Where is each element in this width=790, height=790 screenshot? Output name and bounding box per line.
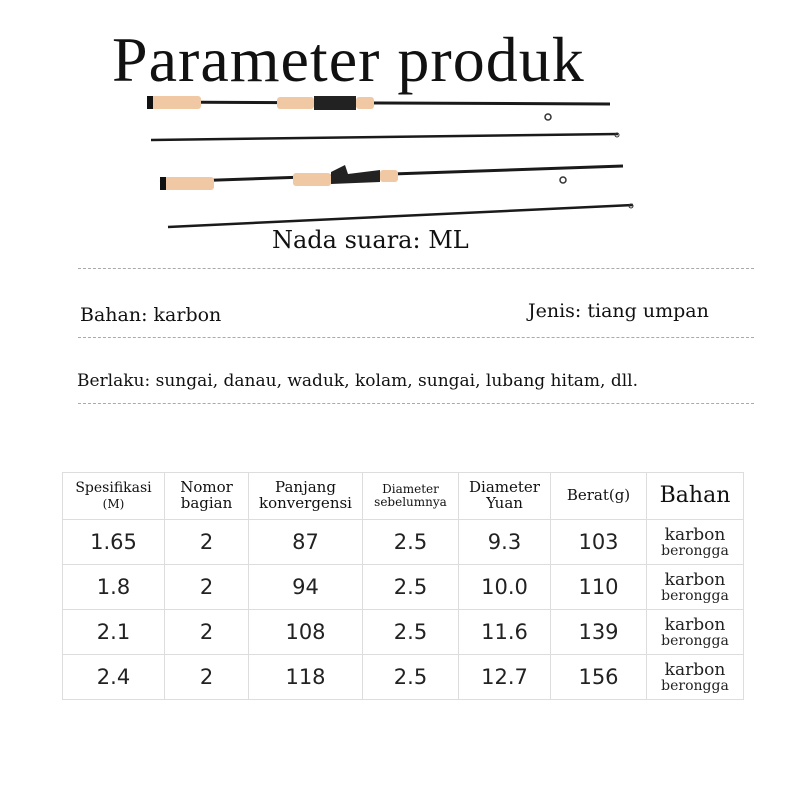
material-line: karbon <box>664 524 726 545</box>
material-cell <box>647 655 744 700</box>
rod-butt-1 <box>147 96 610 120</box>
table-cell: 94 <box>249 565 363 610</box>
table-cell: 2.1 <box>63 610 165 655</box>
table-row <box>63 655 744 700</box>
material-line: berongga <box>661 587 729 604</box>
header-material <box>647 473 744 520</box>
header-prev-diameter <box>363 473 459 520</box>
table-row <box>63 520 744 565</box>
header-length <box>249 473 363 520</box>
table-cell: 1.65 <box>63 520 165 565</box>
divider <box>78 337 754 338</box>
header-line: bagian <box>180 494 233 512</box>
table-cell: 108 <box>249 610 363 655</box>
table-cell: 2 <box>165 655 249 700</box>
table-cell: 2.5 <box>363 520 459 565</box>
header-weight <box>551 473 647 520</box>
header-line: Nomor <box>180 478 233 497</box>
table-cell: 118 <box>249 655 363 700</box>
rod-tip-1 <box>151 133 619 140</box>
material-line: berongga <box>661 677 729 694</box>
table-cell: 11.6 <box>459 610 551 655</box>
material-cell <box>647 610 744 655</box>
divider <box>78 268 754 269</box>
table-cell: 139 <box>551 610 647 655</box>
table-cell: 87 <box>249 520 363 565</box>
header-line: konvergensi <box>259 494 352 512</box>
material-line: berongga <box>661 632 729 649</box>
rod-butt-2 <box>160 165 623 190</box>
material-line: karbon <box>664 569 726 590</box>
table-cell: 110 <box>551 565 647 610</box>
header-sections <box>165 473 249 520</box>
applicable-label: Berlaku: sungai, danau, waduk, kolam, sungai, lubang hitam, dll. <box>77 371 638 391</box>
material-label: Bahan: karbon <box>80 304 222 326</box>
header-yuan-diameter <box>459 473 551 520</box>
table-cell: 10.0 <box>459 565 551 610</box>
header-line: Panjang <box>275 478 336 497</box>
header-line: Diameter <box>382 482 439 497</box>
material-cell <box>647 520 744 565</box>
table-row <box>63 610 744 655</box>
table-cell: 103 <box>551 520 647 565</box>
header-line: Bahan <box>659 483 731 509</box>
table-cell: 2.5 <box>363 655 459 700</box>
header-line: (M) <box>102 497 125 511</box>
table-cell: 2.5 <box>363 565 459 610</box>
table-header-row <box>63 473 744 520</box>
table-row <box>63 565 744 610</box>
header-line: sebelumnya <box>374 495 447 509</box>
type-label: Jenis: tiang umpan <box>528 300 709 322</box>
material-cell <box>647 565 744 610</box>
table-cell: 12.7 <box>459 655 551 700</box>
table-cell: 2.4 <box>63 655 165 700</box>
material-line: berongga <box>661 542 729 559</box>
table-cell: 9.3 <box>459 520 551 565</box>
table-cell: 156 <box>551 655 647 700</box>
material-line: karbon <box>664 659 726 680</box>
rod-tip-2 <box>168 204 633 227</box>
header-spec <box>63 473 165 520</box>
table-cell: 2.5 <box>363 610 459 655</box>
fishing-rods-image <box>0 0 790 240</box>
table-cell: 2 <box>165 520 249 565</box>
header-line: Diameter <box>469 478 540 497</box>
page-title: Parameter produk <box>112 24 585 95</box>
tone-label: Nada suara: ML <box>272 226 469 254</box>
table-cell: 2 <box>165 565 249 610</box>
table-cell: 1.8 <box>63 565 165 610</box>
table-cell: 2 <box>165 610 249 655</box>
header-line: Berat(g) <box>566 486 631 505</box>
divider <box>78 403 754 404</box>
header-line: Yuan <box>486 494 523 512</box>
material-line: karbon <box>664 614 726 635</box>
spec-table <box>62 472 744 700</box>
header-line: Spesifikasi <box>75 480 152 497</box>
